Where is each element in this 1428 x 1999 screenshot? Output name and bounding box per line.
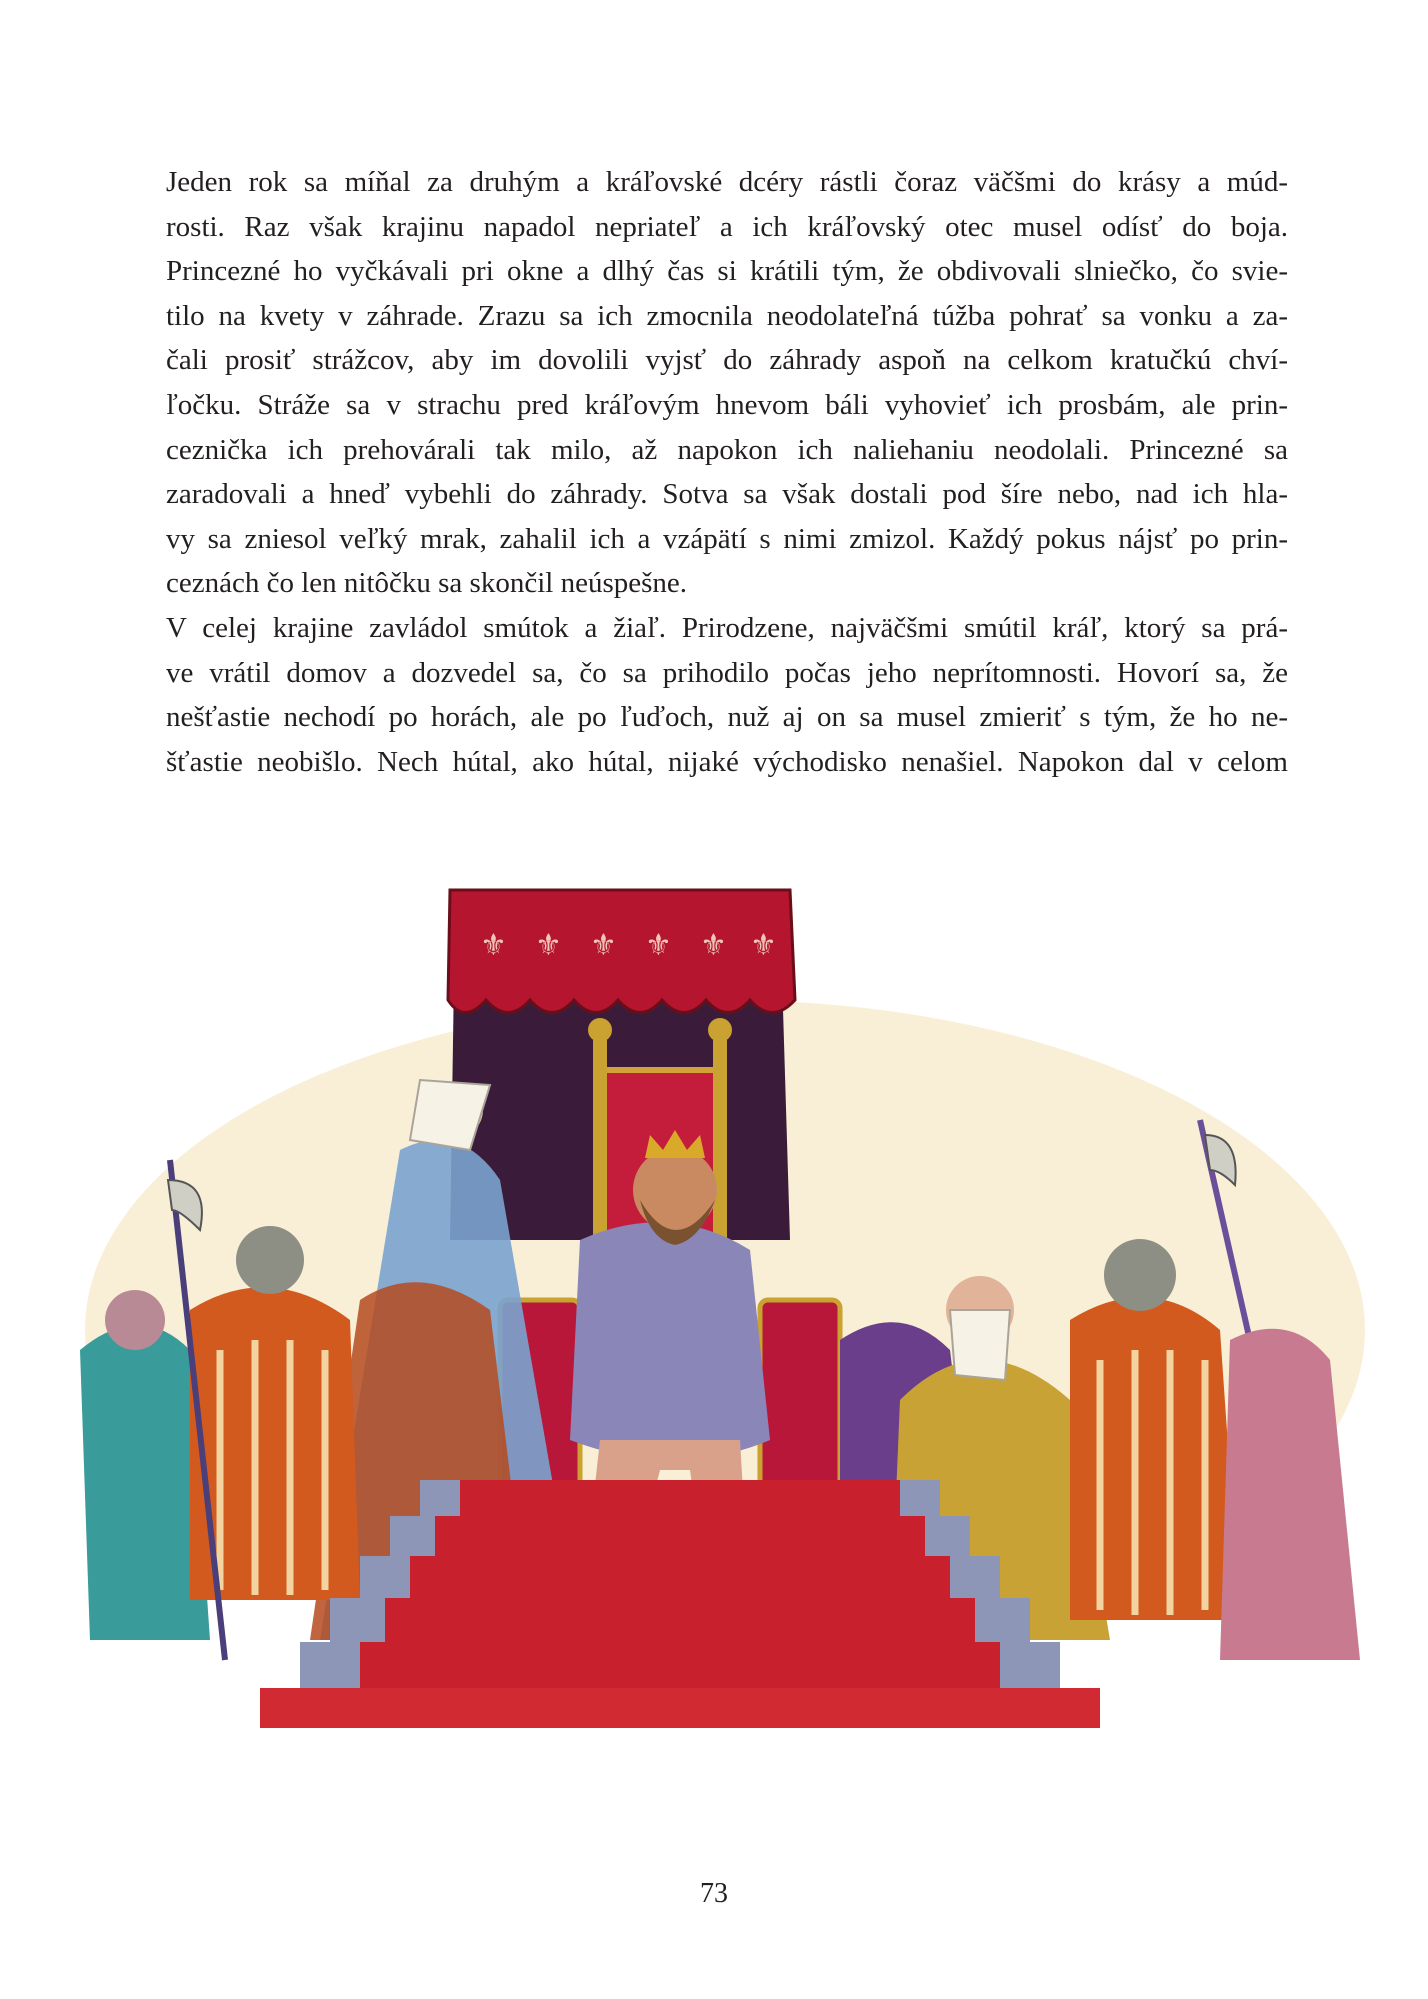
text-line: Jeden rok sa míňal za druhým a kráľovské dcéry rástli čoraz väčšmi do krásy a múd- [166,166,1288,198]
svg-text:⚜: ⚜ [480,928,507,963]
svg-text:⚜: ⚜ [590,928,617,963]
text-line: ve vrátil domov a dozvedel sa, čo sa prihodilo počas jeho neprítomnosti. Hovorí sa, že [166,656,1288,689]
throne-room-illustration [60,880,1390,1800]
throne-finial-left [588,1018,612,1042]
text-line: rosti. Raz však krajinu napadol nepriateľ a ich kráľovský otec musel odísť do boja. [166,210,1288,243]
text-line: nešťastie nechodí po horách, ale po ľuďoch, nuž aj on sa musel zmieriť s tým, že ho ne- [166,701,1288,734]
svg-text:⚜: ⚜ [700,928,727,963]
svg-text:⚜: ⚜ [645,928,672,963]
text-line: tilo na kvety v záhrade. Zrazu sa ich zmocnila neodolateľná túžba pohrať sa vonku a za- [166,299,1288,332]
king-body [570,1222,770,1460]
text-line: ceznička ich prehovárali tak milo, až napokon ich naliehaniu neodolali. Princezné sa [166,433,1288,466]
text-line: zaradovali a hneď vybehli do záhrady. Sotva sa však dostali pod šíre nebo, nad ich hla- [166,478,1288,511]
text-line: ceznách čo len nitôčku sa skončil neúspešne. [166,567,688,600]
text-line: vy sa zniesol veľký mrak, zahalil ich a vzápätí s nimi zmizol. Každý pokus nájsť po prin- [166,522,1288,555]
text-line: V celej krajine zavládol smútok a žiaľ. Prirodzene, najväčšmi smútil kráľ, ktorý sa prá- [166,611,1288,644]
svg-text:⚜: ⚜ [535,928,562,963]
svg-text:⚜: ⚜ [750,928,777,963]
lady-handkerchief-icon [950,1310,1010,1380]
text-line: šťastie neobišlo. Nech hútal, ako hútal, nijaké východisko nenašiel. Napokon dal v celom [166,745,1288,778]
throne-arm-right [760,1300,840,1500]
throne-finial-right [708,1018,732,1042]
text-line: ľočku. Stráže sa v strachu pred kráľovým hnevom báli vyhovieť ich prosbám, ale prin- [166,388,1288,421]
page-number: 73 [700,1878,728,1909]
guard-left-1-head [105,1290,165,1350]
text-line: čali prosiť strážcov, aby im dovolili vyjsť do záhrady aspoň na celkom kratučkú chví- [166,344,1288,377]
guard-right [1070,1297,1240,1620]
body-text [166,160,1288,784]
text-line: Princezné ho vyčkávali pri okne a dlhý čas si krátili tým, že obdivovali slniečko, čo svie- [166,255,1288,288]
guard-left-2-head [236,1226,304,1294]
guard-right-head [1104,1239,1176,1311]
